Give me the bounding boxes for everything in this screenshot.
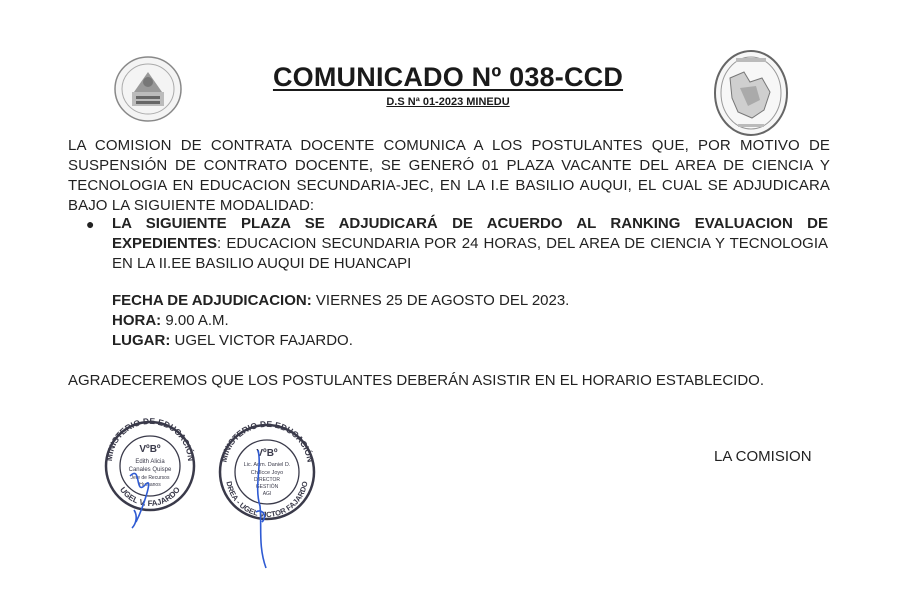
bullet-bold-text: LA SIGUIENTE PLAZA SE ADJUDICARÁ DE ACUERDO AL RANKING EVALUACION DE EXPEDIENTES bbox=[112, 215, 828, 252]
stamp-left-line-2: Canales Quispe bbox=[128, 467, 172, 473]
hora-value: 9.00 A.M. bbox=[161, 312, 229, 329]
stamp-left-line-1: Edith Alicia bbox=[135, 459, 165, 465]
stamp-left-ring-bottom: UGEL V. FAJARDO bbox=[118, 485, 182, 509]
bullet-rest-text: : EDUCACION SECUNDARIA POR 24 HORAS, DEL AREA DE CIENCIA Y TECNOLOGIA EN LA II.EE BASILIO AUQUI DE HUANCAPI bbox=[112, 235, 828, 272]
institutional-seal-left bbox=[112, 54, 184, 124]
lugar-value: UGEL VICTOR FAJARDO. bbox=[170, 332, 353, 349]
fecha-line bbox=[112, 291, 569, 311]
stamp-right-line-1: Lic. Adm. Daniel D. bbox=[243, 462, 291, 468]
document-title: COMUNICADO Nº 038-CCD bbox=[272, 62, 624, 92]
document-subtitle: D.S Nª 01-2023 MINEDU bbox=[386, 96, 510, 108]
stamp-right-line-4: GESTIÓN bbox=[255, 484, 279, 490]
stamp-right-ring-top: MINISTERIO DE EDUCACIÓN bbox=[218, 418, 316, 464]
lugar-line bbox=[112, 331, 353, 351]
stamp-right-line-5: AGI bbox=[262, 491, 272, 497]
hora-label: HORA: bbox=[112, 312, 162, 329]
intro-paragraph: LA COMISION DE CONTRATA DOCENTE COMUNICA A LOS POSTULANTES QUE, POR MOTIVO DE SUSPENSIÓN DE CONTRATO DOCENTE, SE GENERÓ 01 PLAZA VACANTE DEL AREA DE CIENCIA Y TECNOLOGIA EN EDUCACION SECUNDARIA-JEC, EN LA I.E BASILIO AUQUI, EL CUAL SE ADJUDICARA BAJO LA SIGUIENTE MODALIDAD: bbox=[68, 137, 830, 214]
approval-stamp-left bbox=[98, 414, 202, 534]
stamp-left-line-4: Humanos bbox=[139, 482, 161, 488]
stamp-left-vobo: VºBº bbox=[139, 444, 161, 455]
approval-stamp-right bbox=[212, 416, 322, 576]
stamp-left-line-3: Jefe de Recursos bbox=[130, 475, 170, 481]
regional-government-seal bbox=[712, 48, 790, 138]
bullet-paragraph bbox=[112, 214, 828, 274]
fecha-value: VIERNES 25 DE AGOSTO DEL 2023. bbox=[311, 292, 570, 309]
stamp-right-line-3: DIRECTOR bbox=[253, 477, 281, 483]
stamp-right-vobo: VºBº bbox=[256, 448, 278, 459]
stamp-left-ring-top: MINISTERIO DE EDUCACIÓN bbox=[103, 415, 197, 462]
stamp-right-ring-bottom: DREA - UGEL VICTOR FAJARDO bbox=[224, 480, 310, 520]
hora-line bbox=[112, 311, 229, 331]
closing-paragraph: AGRADECEREMOS QUE LOS POSTULANTES DEBERÁN ASISTIR EN EL HORARIO ESTABLECIDO. bbox=[68, 372, 764, 389]
fecha-label: FECHA DE ADJUDICACION: bbox=[112, 292, 312, 309]
signoff-text: LA COMISION bbox=[714, 448, 812, 465]
stamp-right-line-2: Chillcce Joyo bbox=[250, 470, 284, 476]
bullet-icon: ● bbox=[86, 216, 95, 232]
lugar-label: LUGAR: bbox=[112, 332, 171, 349]
